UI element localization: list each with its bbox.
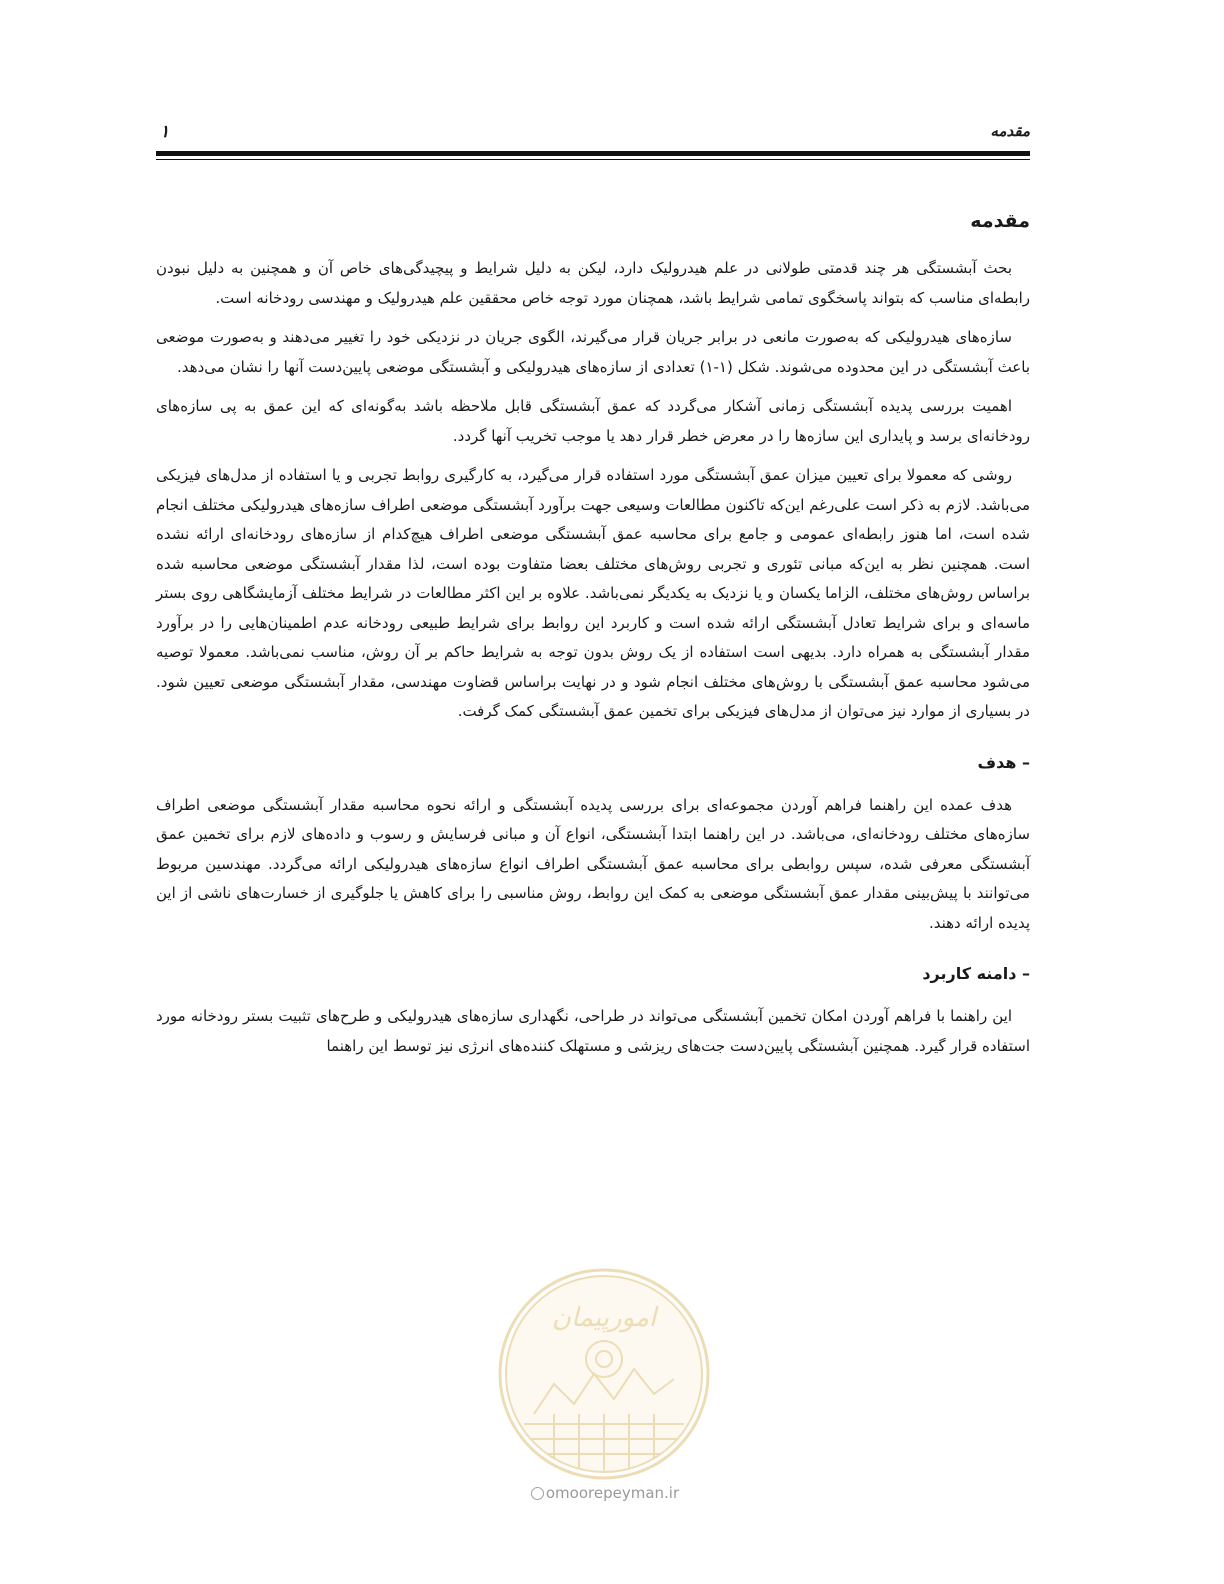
paragraph: سازه‌های هیدرولیکی که به‌صورت مانعی در برابر جریان قرار می‌گیرند، الگوی جریان در نزدیکی خود را تغییر می‌دهند و به‌صورت موضعی باعث آبشستگی در این محدوده می‌شوند. شکل (۱-۱) تعدادی از سازه‌های هیدرولیکی و آبشستگی موضعی پایین‌دست آنها را نشان می‌دهد. — [156, 328, 1030, 376]
watermark-logo-text: امورپیمان — [551, 1303, 657, 1333]
paragraph: روشی که معمولا برای تعیین میزان عمق آبشستگی مورد استفاده قرار می‌گیرد، به کارگیری روابط تجربی و یا استفاده از مدل‌های فیزیکی می‌باشد. لازم به ذکر است علی‌رغم این‌که تاکنون مطالعات وسیعی جهت برآورد آبشستگی موضعی اطراف سازه‌های هیدرولیکی مختلف انجام شده است، اما هنوز رابطه‌ای عمومی و جامع برای محاسبه عمق آبشستگی موضعی اطراف هیچ‌کدام از سازه‌های رودخانه‌ای ارائه نشده است. همچنین نظر به این‌که مبانی تئوری و تجربی روش‌های مختلف بعضا متفاوت بوده است، لذا مقدار آبشستگی موضعی محاسبه شده براساس روش‌های مختلف، الزاما یکسان و یا نزدیک به یکدیگر نمی‌باشد. علاوه بر این اکثر مطالعات در شرایط مختلف آزمایشگاهی روی بستر ماسه‌ای و برای شرایط تعادل آبشستگی ارائه شده است و کاربرد این روابط برای شرایط طبیعی رودخانه عدم اطمینان‌هایی را در برآورد مقدار آبشستگی به همراه دارد. بدیهی است استفاده از یک روش بدون توجه به شرایط حاکم بر آن روش، مناسب نمی‌باشد. معمولا توصیه می‌شود محاسبه عمق آبشستگی با روش‌های مختلف انجام شود و در نهایت براساس قضاوت مهندسی، مقدار آبشستگی موضعی تعیین شود. در بسیاری از موارد نیز می‌توان از مدل‌های فیزیکی برای تخمین عمق آبشستگی کمک گرفت. — [156, 466, 1030, 720]
watermark-url-text: omoorepeyman.ir — [545, 1484, 680, 1502]
running-header — [156, 122, 1030, 148]
watermark-logo-icon — [494, 1264, 714, 1484]
globe-icon — [531, 1487, 544, 1500]
header-rule-thick — [156, 151, 1030, 156]
header-title: مقدمه — [990, 122, 1030, 140]
page-number: ۱ — [160, 122, 170, 142]
body-content — [156, 196, 1030, 1071]
watermark-url — [500, 1484, 710, 1502]
paragraph: بحث آبشستگی هر چند قدمتی طولانی در علم هیدرولیک دارد، لیکن به دلیل شرایط و پیچیدگی‌های خاص آن و همچنین به دلیل نبودن رابطه‌ای مناسب که بتواند پاسخگوی تمامی شرایط باشد، همچنان مورد توجه خاص محققین علم هیدرولیک و مهندسی رودخانه است. — [156, 259, 1030, 307]
paragraph: هدف عمده این راهنما فراهم آوردن مجموعه‌ای برای بررسی پدیده آبشستگی و ارائه نحوه محاسبه مقدار آبشستگی موضعی اطراف سازه‌های مختلف رودخانه‌ای، می‌باشد. در این راهنما ابتدا آبشستگی، انواع آن و مبانی فرسایش و رسوب و داده‌های لازم برای تخمین عمق آبشستگی معرفی شده، سپس روابطی برای محاسبه عمق آبشستگی اطراف انواع سازه‌های هیدرولیکی ارائه می‌گردد. مهندسین مربوط می‌توانند با پیش‌بینی مقدار عمق آبشستگی موضعی به کمک این روابط، روش مناسبی را برای کاهش یا جلوگیری از خسارت‌های ناشی از این پدیده ارائه دهند. — [156, 795, 1030, 932]
paragraph: این راهنما با فراهم آوردن امکان تخمین آبشستگی می‌تواند در طراحی، نگهداری سازه‌های هیدرولیکی و طرح‌های تثبیت بستر رودخانه مورد استفاده قرار گیرد. همچنین آبشستگی پایین‌دست جت‌های ریزشی و مستهلک کننده‌های انرژی نیز توسط این راهنما — [156, 1007, 1030, 1055]
scope-heading: – دامنه کاربرد — [922, 964, 1030, 983]
header-rule-thin — [156, 159, 1030, 160]
paragraph: اهمیت بررسی پدیده آبشستگی زمانی آشکار می‌گردد که عمق آبشستگی قابل ملاحظه باشد به‌گونه‌ای که این عمق به پی سازه‌های رودخانه‌ای برسد و پایداری این سازه‌ها را در معرض خطر قرار دهد یا موجب تخریب آنها گردد. — [156, 397, 1030, 445]
section-heading: مقدمه — [970, 210, 1030, 232]
goal-heading: – هدف — [977, 752, 1030, 772]
